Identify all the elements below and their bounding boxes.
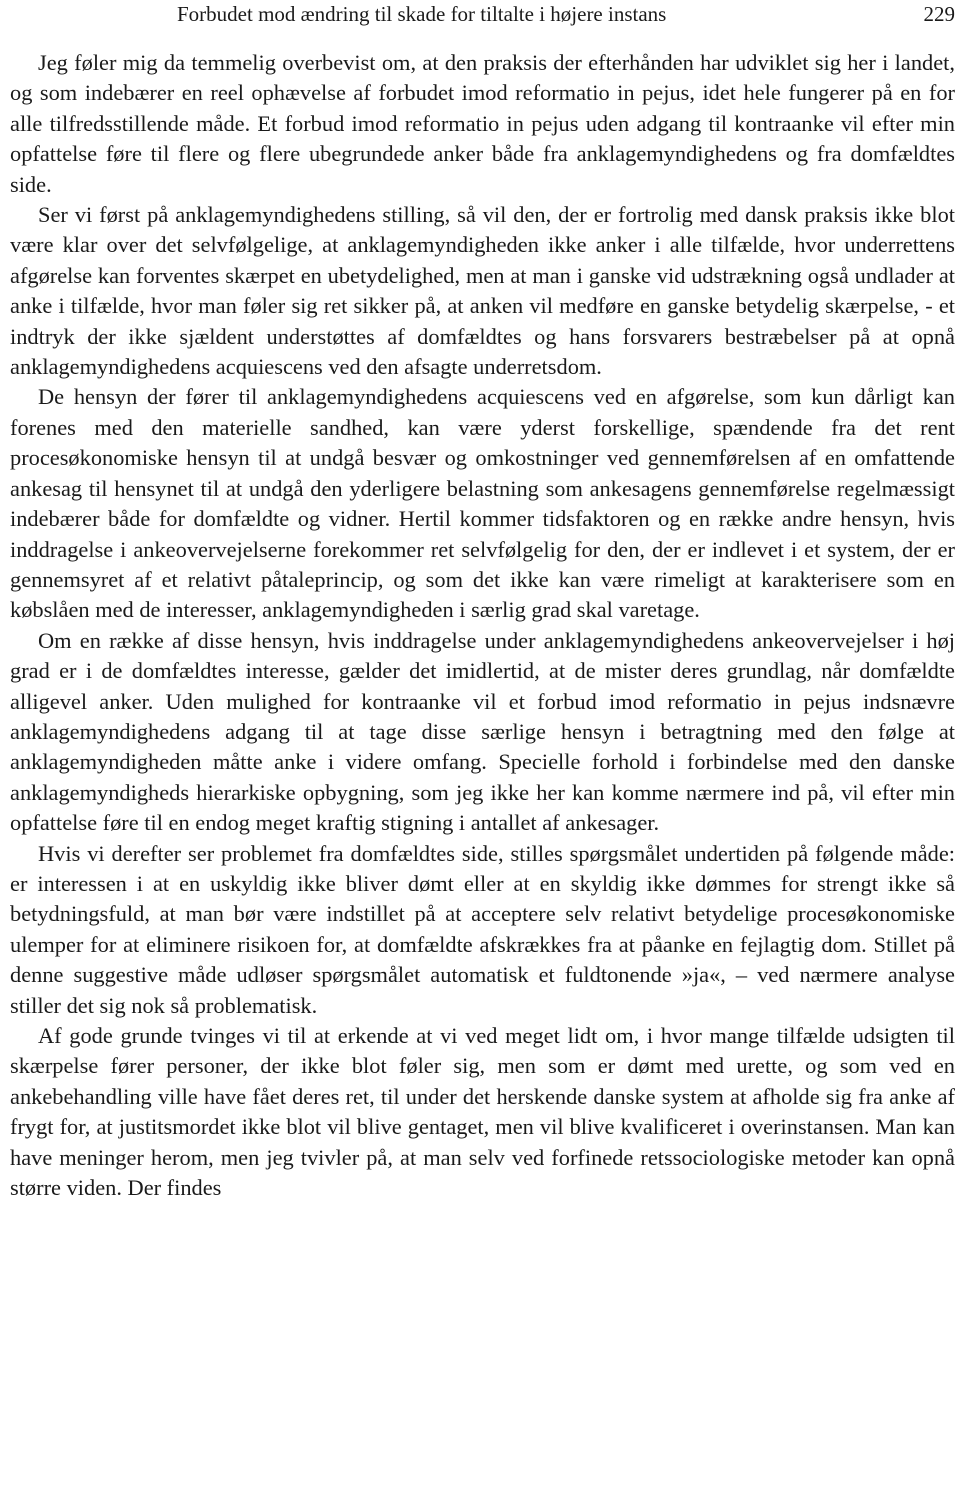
running-title: Forbudet mod ændring til skade for tiltalte i højere instans [177,2,667,26]
paragraph-6: Af gode grunde tvinges vi til at erkende at vi ved meget lidt om, i hvor mange tilfælde udsigten til skærpelse fører personer, der ikke blot føler sig, men som er dømt med urette, og som ved en ankebehandling ville have fået deres ret, til under det herskende danske system at afholde sig fra anke af frygt for, at justitsmordet ikke blot vil blive gentaget, men vil blive kvalificeret i overinstansen. Man kan have meninger herom, men jeg tvivler på, at man selv ved forfinede retssociologiske metoder kan opnå større viden. Der findes [10,1023,955,1201]
book-page [10,0,955,1203]
paragraph-2: Ser vi først på anklagemyndighedens stilling, så vil den, der er fortrolig med dansk praksis ikke blot være klar over det selvfølgelige, at anklagemyndigheden ikke anker i alle tilfælde, hvor underrettens afgørelse kan forventes skærpet en ubetydelighed, men at man i ganske vid udstrækning også undlader at anke i tilfælde, hvor man føler sig ret sikker på, at anken vil medføre en ganske betydelig skærpelse, - et indtryk der ikke sjældent understøttes af domfældtes og hans forsvarers bestræbelser på at opnå anklagemyndighedens acquiescens ved den afsagte underretsdom. [10,202,955,380]
paragraph-1: Jeg føler mig da temmelig overbevist om, at den praksis der efterhånden har udviklet sig her i landet, og som indebærer en reel ophævelse af forbudet imod reformatio in pejus, idet hele fungerer på en for alle tilfredsstillende måde. Et forbud imod reformatio in pejus uden adgang til kontraanke vil efter min opfattelse føre til flere og flere ubegrundede anker både fra anklagemyndighedens og fra domfældtes side. [10,50,955,197]
paragraph-4: Om en række af disse hensyn, hvis inddragelse under anklagemyndighedens ankeovervejelser i høj grad er i de domfældtes interesse, gælder det imidlertid, at de mister deres grundlag, når domfældte alligevel anker. Uden mulighed for kontraanke vil et forbud imod reformatio in pejus indsnævre anklagemyndighedens adgang til at tage disse særlige hensyn i betragtning med den følge at anklagemyndigheden måtte anke i videre omfang. Specielle forhold i forbindelse med den danske anklagemyndigheds hierarkiske opbygning, som jeg ikke her kan komme nærmere ind på, vil efter min opfattelse føre til en endog meget kraftig stigning i antallet af ankesager. [10,627,955,836]
paragraph-5: Hvis vi derefter ser problemet fra domfældtes side, stilles spørgsmålet undertiden på følgende måde: er interessen i at en uskyldig ikke bliver dømt eller at en skyldig ikke dømmes for strengt ikke så betydningsfuld, at man bør være indstillet på at acceptere selv relativt betydelige procesøkonomiske ulemper for at eliminere risikoen for, at domfældte afskrækkes fra at påanke en fejlagtig dom. Stillet på denne suggestive måde udløser spørgsmålet automatisk et fuldtonende »ja«, – ved nærmere analyse stiller det sig nok så problematisk. [10,840,955,1018]
paragraph-3: De hensyn der fører til anklagemyndighedens acquiescens ved en afgørelse, som kun dårligt kan forenes med den materielle sandhed, kan være yderst forskellige, spændende fra det rent procesøkonomiske hensyn til at undgå besvær og omkostninger ved gennemførelsen af en omfattende ankesag til hensynet til at undgå den yderligere belastning som ankesagens gennemførelse regelmæssigt indebærer både for domfældte og vidner. Hertil kommer tidsfaktoren og en række andre hensyn, hvis inddragelse i ankeovervejelserne forekommer ret selvfølgelig for den, der er indlevet i et system, der er gennemsyret af et relativt påtaleprincip, og som det ikke kan være rimeligt at karakterisere som en købslåen med de interesser, anklagemyndigheden i særlig grad skal varetage. [10,384,955,623]
page-number: 229 [923,2,955,26]
running-head [10,0,955,28]
body-text [10,48,955,1203]
